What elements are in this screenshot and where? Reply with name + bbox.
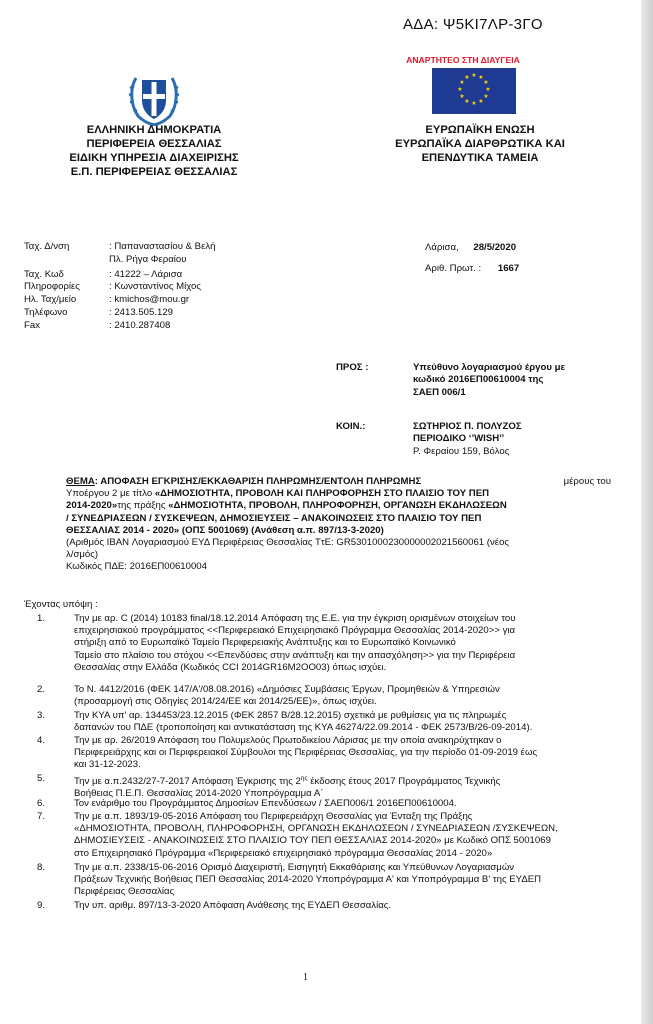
svg-text:★: ★ — [459, 93, 465, 100]
item-line: Την με α.π.2432/27-7-2017 Απόφαση Έγκρισης της $2^{\eta\varsigma}$ έκδοσης έτους 2017 Προγράμματος Τεχνικής — [74, 775, 501, 788]
item-line: Την με αρ. C (2014) 10183 final/18.12.2014 Απόφαση της Ε.Ε. για την έγκριση ορισμένων στοιχείων του — [74, 613, 516, 624]
subject-line: ΘΕΣΣΑΛΙΑΣ 2014 - 2020» (ΟΠΣ 5001069) (Ανάθεση α.π. 897/13-3-2020) — [66, 524, 384, 536]
issuer-header — [36, 123, 272, 179]
svg-text:★: ★ — [485, 86, 491, 93]
sender-value: : 41222 – Λάρισα — [109, 269, 183, 280]
item-number: 1. — [37, 613, 46, 624]
pde-code: Κωδικός ΠΔΕ: 2016ΕΠ00610004 — [66, 561, 207, 573]
subject-title: : ΑΠΟΦΑΣΗ ΕΓΚΡΙΣΗΣ/ΕΚΚΑΘΑΡΙΣΗ ΠΛΗΡΩΜΗΣ/ΕΝΤΟΛΗ ΠΛΗΡΩΜΗΣ — [94, 476, 422, 487]
subject-text: «ΔΗΜΟΣΙΟΤΗΤΑ, ΠΡΟΒΟΛΗ ΚΑΙ ΠΛΗΡΟΦΟΡΗΣΗ ΣΤΟ ΠΛΑΙΣΙΟ ΤΟΥ ΠΕΠ — [154, 488, 490, 500]
svg-text:★: ★ — [471, 100, 477, 107]
header-line: Ε.Π. ΠΕΡΙΦΕΡΕΙΑΣ ΘΕΣΣΑΛΙΑΣ — [70, 166, 238, 178]
subject-text: «ΔΗΜΟΣΙΟΤΗΤΑ, ΠΡΟΒΟΛΗ, ΠΛΗΡΟΦΟΡΗΣΗ, ΟΡΓΑΝΩΣΗ ΕΚΔΗΛΩΣΕΩΝ — [168, 500, 507, 512]
item-text — [74, 735, 596, 772]
sender-value: : 2413.505.129 — [109, 307, 174, 318]
page-edge — [641, 0, 653, 1024]
sender-label: Ταχ. Κωδ — [24, 269, 64, 280]
item-number: 9. — [37, 900, 46, 911]
iban-line: λ/σμός) — [66, 549, 99, 561]
header-line: ΕΠΕΝΔΥΤΙΚΑ ΤΑΜΕΙΑ — [421, 152, 539, 164]
item-text — [74, 773, 596, 801]
svg-text:★: ★ — [464, 98, 470, 105]
svg-text:★: ★ — [483, 93, 489, 100]
item-text — [74, 811, 596, 860]
item-text — [74, 613, 596, 674]
superscript: ης — [300, 775, 308, 782]
item-line: Τον ενάριθμο του Προγράμματος Δημοσίων Επενδύσεων / ΣΑΕΠ006/1 2016ΕΠ00610004. — [74, 798, 457, 809]
svg-text:★: ★ — [457, 86, 463, 93]
cc-label: ΚΟΙΝ.: — [336, 421, 366, 432]
item-line: «ΔΗΜΟΣΙΟΤΗΤΑ, ΠΡΟΒΟΛΗ, ΠΛΗΡΟΦΟΡΗΣΗ, ΟΡΓΑΝΩΣΗ ΕΚΔΗΛΩΣΕΩΝ / ΣΥΝΕΔΡΙΑΣΕΩΝ /ΣΥΣΚΕΨΕΩΝ, — [74, 823, 558, 835]
item-line: Την με α.π. 1893/19-05-2016 Απόφαση του Περιφερειάρχη Θεσσαλίας για Ένταξη της Πράξης — [74, 811, 473, 822]
cc-line: ΣΩΤΗΡΙΟΣ Π. ΠΟΛΥΖΟΣ — [413, 421, 522, 432]
item-text — [74, 900, 596, 912]
sender-label: Τηλέφωνο — [24, 307, 68, 318]
eu-flag-icon — [432, 68, 516, 114]
item-line: στο Επιχειρησιακό Πρόγραμμα «Περιφερειακό επιχειρησιακό πρόγραμμα Θεσσαλίας 2014 - 2020» — [74, 847, 493, 859]
svg-text:★: ★ — [483, 79, 489, 86]
item-line: Την με α.π. 2338/15-06-2016 Ορισμό Διαχειριστή, Εισηγητή Εκκαθάρισης και Υπεύθυνων Λογαριασμών — [74, 862, 515, 873]
svg-text:★: ★ — [471, 72, 477, 79]
sender-label: Πληροφορίες — [24, 281, 80, 292]
item-line: δαπανών του ΠΔΕ (τροποποίηση και αντικατάσταση της ΚΥΑ 46274/22.09.2014 - ΦΕΚ 2573/Β/26-09-2014). — [74, 722, 533, 734]
item-line: και 31-12-2023. — [74, 759, 141, 771]
sender-value: : 2410.287408 — [109, 320, 171, 331]
protocol-row — [425, 263, 519, 275]
item-number: 7. — [37, 811, 46, 822]
subject-text: 2014-2020» — [66, 500, 118, 512]
subject-label: ΘΕΜΑ — [66, 476, 95, 487]
header-line: ΕΥΡΩΠΑΪΚΑ ΔΙΑΡΘΡΩΤΙΚΑ ΚΑΙ — [395, 138, 565, 150]
item-line: Την με αρ. 26/2019 Απόφαση του Πολυμελούς Πρωτοδικείου Λάρισας με την οποία ανακηρύχτηκαν ο — [74, 735, 502, 746]
item-number: 3. — [37, 710, 46, 721]
to-line: ΣΑΕΠ 006/1 — [413, 386, 466, 398]
item-line: Ταμείο στο πλαίσιο του στόχου <<Επενδύσεις στην ανάπτυξη και την απασχόληση>> για την Περιφέρεια — [74, 649, 516, 661]
sender-label: Ταχ. Δ/νση — [24, 241, 70, 252]
sender-value: Πλ. Ρήγα Φεραίου — [109, 254, 187, 265]
diavgeia-badge: ΑΝΑΡΤΗΤΕΟ ΣΤΗ ΔΙΑΥΓΕΙΑ — [395, 54, 531, 67]
subject-line — [66, 500, 611, 512]
item-line: Περιφέρειας Θεσσαλίας — [74, 886, 175, 898]
subject-tail: μέρους του — [563, 476, 611, 487]
item-line: Πράξεων Τεχνικής Βοήθειας ΠΕΠ Θεσσαλίας 2014-2020 Υποπρόγραμμα Α' και Υποπρόγραμμα Β' της ΕΥΔΕΠ — [74, 874, 542, 886]
subject-line — [66, 476, 611, 488]
item-line: (προσαρμογή στις Οδηγίες 2014/24/ΕΕ και 2014/25/ΕΕ)», όπως ισχύει. — [74, 696, 377, 708]
sender-details — [24, 241, 344, 341]
date-label: Λάρισα, — [425, 242, 459, 253]
page-number: 1 — [303, 972, 308, 983]
item-number: 8. — [37, 862, 46, 873]
item-line: Περιφερειάρχης και οι Περιφερειακοί Σύμβουλοι της Περιφέρειας Θεσσαλίας, για την περίοδο 01-09-2019 έως — [74, 747, 538, 759]
date-value: 28/5/2020 — [473, 242, 517, 253]
subject-text: Υποέργου 2 με τίτλο — [66, 488, 155, 500]
item-line: Θεσσαλίας στην Ελλάδα (Κωδικός CCI 2014GR16M2OO03) όπως ισχύει. — [74, 661, 387, 673]
sender-label: Ηλ. Ταχ/μείο — [24, 294, 77, 305]
header-line: ΕΥΡΩΠΑΪΚΗ ΕΝΩΣΗ — [425, 124, 535, 136]
item-text — [74, 862, 596, 899]
iban-line: (Αριθμός IBAN Λογαριασμού ΕΥΔ Περιφέρειας Θεσσαλίας ΤτΕ: GR5301000230000002021560061 (νέος — [66, 537, 510, 549]
item-line: ΔΗΜΟΣΙΕΥΣΕΙΣ - ΑΝΑΚΟΙΝΩΣΕΙΣ ΣΤΟ ΠΛΑΙΣΙΟ ΤΟΥ ΠΕΠ ΘΕΣΣΑΛΙΑΣ 2014-2020» με Κωδικό ΟΠΣ 5001069 — [74, 835, 551, 847]
protocol-label: Αριθ. Πρωτ. : — [425, 263, 482, 274]
item-line: Το Ν. 4412/2016 (ΦΕΚ 147/Α'/08.08.2016) «Δημόσιες Συμβάσεις Έργων, Προμηθειών & Υπηρεσιών — [74, 684, 500, 695]
subject-line — [66, 488, 611, 500]
item-number: 5. — [37, 773, 46, 784]
cc-recipient — [413, 421, 613, 458]
subject-line: / ΣΥΝΕΔΡΙΑΣΕΩΝ / ΣΥΣΚΕΨΕΩΝ, ΔΗΜΟΣΙΕΥΣΕΙΣ – ΑΝΑΚΟΙΝΩΣΕΙΣ ΣΤΟ ΠΛΑΙΣΙΟ ΤΟΥ ΠΕΠ — [66, 512, 482, 524]
header-line: ΕΛΛΗΝΙΚΗ ΔΗΜΟΚΡΑΤΙΑ — [86, 124, 222, 136]
date-row — [425, 242, 516, 254]
to-line: Υπεύθυνο λογαριασμού έργου με — [413, 362, 565, 373]
item-text — [74, 798, 596, 810]
protocol-number: 1667 — [497, 263, 520, 274]
item-number: 6. — [37, 798, 46, 809]
item-number: 4. — [37, 735, 46, 746]
item-line: Την υπ. αριθμ. 897/13-3-2020 Απόφαση Ανάθεσης της ΕΥΔΕΠ Θεσσαλίας. — [74, 900, 392, 911]
to-recipient — [413, 362, 613, 399]
ada-code: ΑΔΑ: Ψ5ΚΙ7ΛΡ-3ΓΟ — [403, 16, 543, 33]
item-line: Βοήθειας Π.Ε.Π. Θεσσαλίας 2014-2020 Υποπρόγραμμα Α΄ — [74, 788, 324, 800]
sender-value: : Παπαναστασίου & Βελή — [109, 241, 216, 252]
cc-address: Ρ. Φεραίου 159, Βόλος — [413, 445, 510, 457]
item-number: 2. — [37, 684, 46, 695]
svg-text:★: ★ — [478, 98, 484, 105]
eu-header — [360, 123, 600, 165]
greek-emblem-icon — [126, 72, 182, 126]
subject-text: της πράξης — [117, 500, 169, 512]
item-line: στήριξη από το Ευρωπαϊκό Ταμείο Περιφερειακής Ανάπτυξης και το Ευρωπαϊκό Κοινωνικό — [74, 637, 456, 649]
header-line: ΠΕΡΙΦΕΡΕΙΑ ΘΕΣΣΑΛΙΑΣ — [86, 138, 222, 150]
having-regard-heading: Έχοντας υπόψη : — [24, 599, 98, 610]
sender-value: : Κωνσταντίνος Μίχος — [109, 281, 202, 292]
to-line: κωδικό 2016ΕΠ00610004 της — [413, 374, 544, 386]
cc-line: ΠΕΡΙΟΔΙΚΟ ‘’WISH’’ — [413, 433, 505, 445]
svg-text:★: ★ — [459, 79, 465, 86]
item-line: Την ΚΥΑ υπ' αρ. 134453/23.12.2015 (ΦΕΚ 2857 Β/28.12.2015) σχετικά με ρυθμίσεις για τις πληρωμές — [74, 710, 507, 721]
svg-text:★: ★ — [464, 74, 470, 81]
item-line: επιχειρησιακού προγράμματος <<Περιφερειακό Επιχειρησιακό Πρόγραμμα Θεσσαλίας 2014-2020>> για — [74, 625, 516, 637]
sender-value: : kmichos@mou.gr — [109, 294, 190, 305]
svg-text:★: ★ — [478, 74, 484, 81]
sender-label: Fax — [24, 320, 40, 331]
to-label: ΠΡΟΣ : — [336, 362, 369, 373]
header-line: ΕΙΔΙΚΗ ΥΠΗΡΕΣΙΑ ΔΙΑΧΕΙΡΙΣΗΣ — [69, 152, 239, 164]
item-text — [74, 710, 596, 734]
item-text — [74, 684, 596, 708]
subject-block — [66, 476, 611, 574]
